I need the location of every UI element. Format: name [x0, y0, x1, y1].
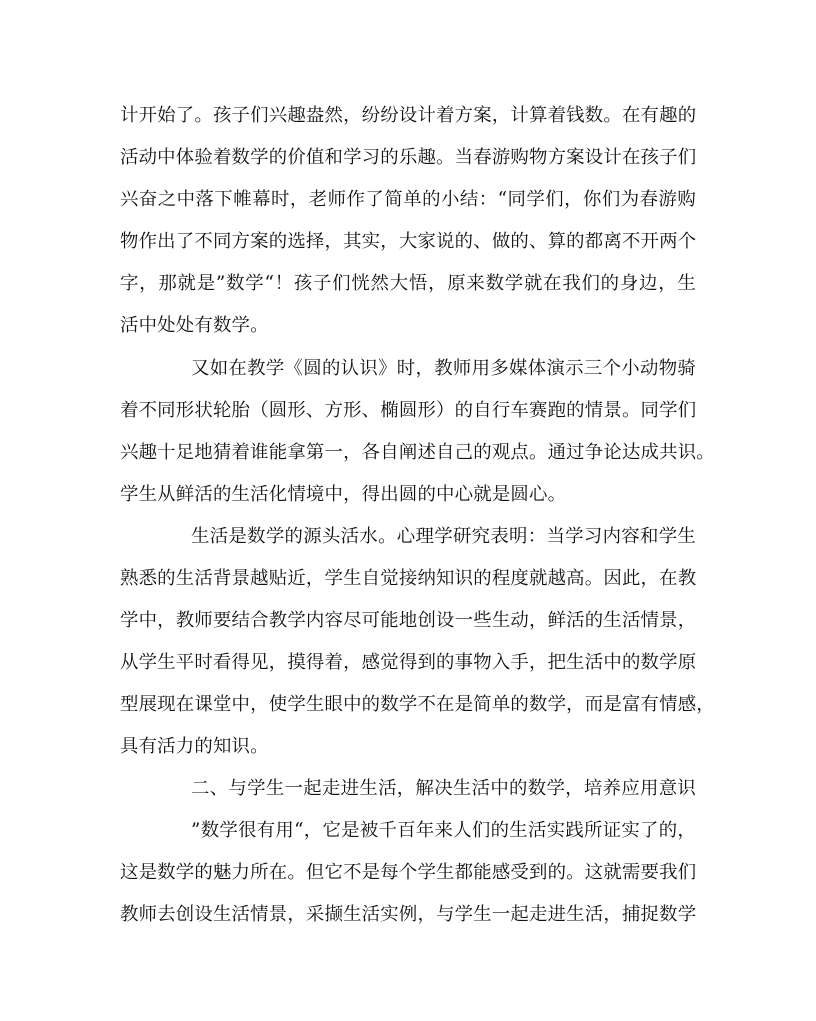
text-line: 兴奋之中落下帷幕时，老师作了简单的小结：“同学们，你们为春游购 [120, 189, 696, 210]
text-line: 熟悉的生活背景越贴近，学生自觉接纳知识的程度就越高。因此，在教 [120, 568, 697, 589]
text-line: 兴趣十足地猜着谁能拿第一，各自阐述自己的观点。通过争论达成共识。 [120, 442, 715, 463]
text-line: 着不同形状轮胎（圆形、方形、椭圆形）的自行车赛跑的情景。同学们 [120, 400, 697, 421]
paragraph-first-line: ”数学很有用“，它是被千百年来人们的生活实践所证实了的， [191, 820, 696, 841]
text-line: 教师去创设生活情景，采撷生活实例，与学生一起走进生活，捕捉数学 [120, 904, 697, 925]
text-line: 学生从鲜活的生活化情境中，得出圆的中心就是圆心。 [120, 484, 567, 505]
text-line: 从学生平时看得见，摸得着，感觉得到的事物入手，把生活中的数学原 [120, 652, 697, 673]
text-line: 学中，教师要结合教学内容尽可能地创设一些生动，鲜活的生活情景， [120, 610, 697, 631]
text-line: 活中处处有数学。 [120, 315, 269, 336]
text-line: 字，那就是”数学“！孩子们恍然大悟，原来数学就在我们的身边，生 [120, 273, 696, 294]
section-heading: 二、与学生一起走进生活，解决生活中的数学，培养应用意识 [191, 778, 696, 799]
text-line: 计开始了。孩子们兴趣盎然，纷纷设计着方案，计算着钱数。在有趣的 [120, 105, 697, 126]
paragraph-first-line: 生活是数学的源头活水。心理学研究表明：当学习内容和学生 [191, 526, 696, 547]
text-line: 具有活力的知识。 [120, 736, 269, 757]
text-line: 这是数学的魅力所在。但它不是每个学生都能感受到的。这就需要我们 [120, 862, 697, 883]
text-line: 物作出了不同方案的选择，其实，大家说的、做的、算的都离不开两个 [120, 231, 697, 252]
text-line: 型展现在课堂中，使学生眼中的数学不在是简单的数学，而是富有情感， [120, 694, 715, 715]
paragraph-first-line: 又如在教学《圆的认识》时，教师用多媒体演示三个小动物骑 [191, 358, 696, 379]
text-line: 活动中体验着数学的价值和学习的乐趣。当春游购物方案设计在孩子们 [120, 147, 697, 168]
